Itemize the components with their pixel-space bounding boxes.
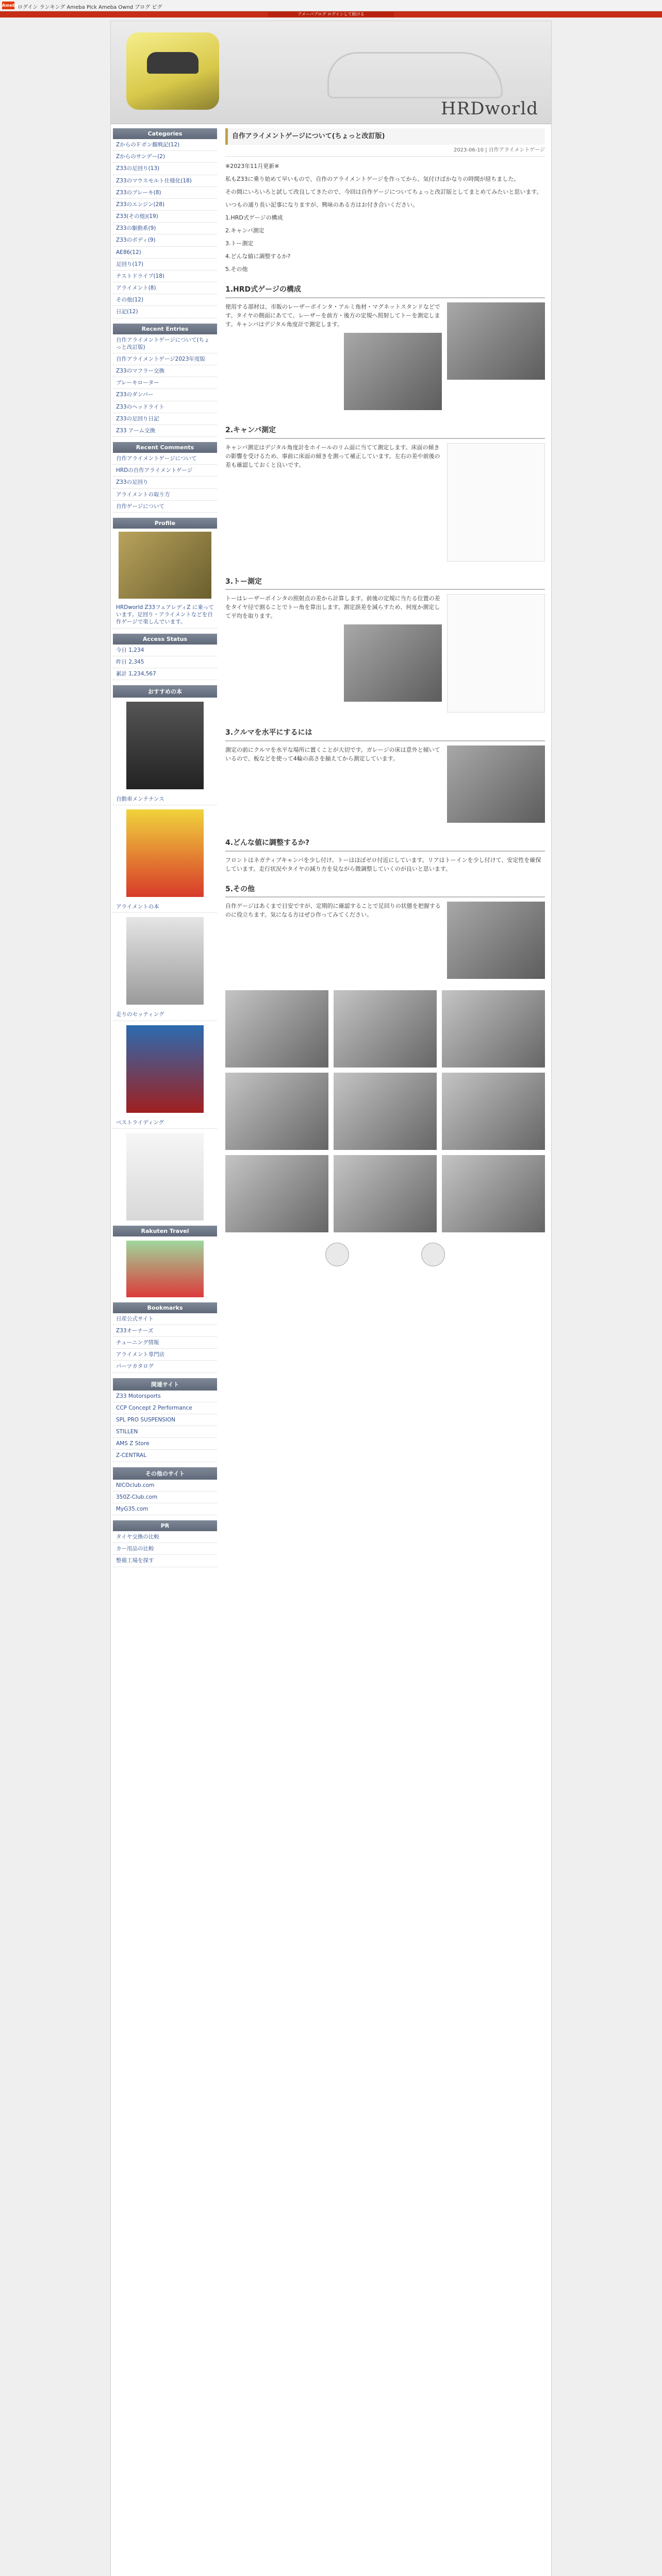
- category-item[interactable]: Z33(その他)(19): [113, 211, 217, 223]
- gallery-photo[interactable]: [442, 990, 545, 1067]
- comment-item[interactable]: 自作ゲージについて: [113, 501, 217, 513]
- link-item[interactable]: SPL PRO SUSPENSION: [113, 1414, 217, 1426]
- book-title[interactable]: ベストライディング: [113, 1117, 217, 1129]
- book-title[interactable]: 走りのセッティング: [113, 1009, 217, 1021]
- pr-item[interactable]: タイヤ交換の比較: [113, 1531, 217, 1543]
- toc-item[interactable]: 1.HRD式ゲージの構成: [225, 214, 283, 221]
- camber-diagram: [447, 443, 545, 562]
- recommend-box: [113, 685, 217, 1221]
- profile-image: [119, 532, 211, 599]
- top-bar: [0, 0, 662, 11]
- section-text: フロントはネガティブキャンバを少し付け、トーはほぼゼロ付近にしています。リアはトーインを少し付けて、安定性を確保しています。走行状況やタイヤの減り方を見ながら微調整していくのが良いと思います。: [225, 856, 541, 872]
- page-container: [110, 21, 552, 2576]
- section-title: 4.どんな値に調整するか?: [225, 836, 545, 852]
- link-item[interactable]: Z33 Motorsports: [113, 1391, 217, 1402]
- community-title: Recent Comments: [113, 442, 217, 453]
- profile-text: HRDworld Z33フェアレディZ に乗っています。足回り・アライメントなどを自作ゲージで楽しんでいます。: [113, 602, 217, 629]
- profile-title: Profile: [113, 518, 217, 529]
- recent-item[interactable]: 自作アライメントゲージについて(ちょっと改訂版): [113, 334, 217, 353]
- pr-title: PR: [113, 1520, 217, 1531]
- recent-item[interactable]: Z33のマフラー交換: [113, 365, 217, 377]
- gallery-photo[interactable]: [442, 1073, 545, 1150]
- category-item[interactable]: Z33のマウスモルト仕様化(18): [113, 175, 217, 187]
- recent-item[interactable]: Z33の足回り日記: [113, 413, 217, 425]
- next-button[interactable]: [421, 1243, 445, 1266]
- section-title: 2.キャンバ測定: [225, 423, 545, 439]
- section-text: 測定の前にクルマを水平な場所に置くことが大切です。ガレージの床は意外と傾いているので、板などを使って4輪の高さを揃えてから測定しています。: [225, 746, 440, 762]
- section-title: 1.HRD式ゲージの構成: [225, 283, 545, 298]
- gallery-photo[interactable]: [334, 1073, 437, 1150]
- section-text: 自作ゲージはあくまで目安ですが、定期的に確認することで足回りの状態を把握するのに役立ちます。気になる方はぜひ作ってみてください。: [225, 903, 441, 919]
- post-paragraph: その間にいろいろと試して改良してきたので、今回は自作ゲージについてちょっと改訂版としてまとめてみたいと思います。: [225, 188, 542, 195]
- bookmark-item[interactable]: パーツカタログ: [113, 1361, 217, 1372]
- community-box: [113, 442, 217, 513]
- gauge-photo: [344, 333, 442, 410]
- book-title[interactable]: アライメントの本: [113, 901, 217, 913]
- section-text: トーはレーザーポインタの照射点の差から計算します。前後の定規に当たる位置の差をタイヤ径で割ることでトー角を算出します。測定誤差を減らすため、何度か測定して平均を取ります。: [225, 595, 440, 620]
- section-text: キャンバ測定はデジタル角度計をホイールのリム面に当てて測定します。床面の傾きの影響を受けるため、事前に床面の傾きを測って補正しています。左右の差や前後の差も確認しておくと良いです。: [225, 444, 440, 468]
- pr-item[interactable]: 整備工場を探す: [113, 1555, 217, 1567]
- toc-item[interactable]: 3.トー測定: [225, 240, 254, 247]
- gallery-photo[interactable]: [225, 1155, 328, 1232]
- category-item[interactable]: Z33の足回り(13): [113, 163, 217, 175]
- toc-item[interactable]: 2.キャンバ測定: [225, 227, 264, 234]
- access-title: Access Status: [113, 634, 217, 645]
- notice-link[interactable]: アメーバブログ ログインして続ける: [268, 12, 394, 17]
- recommend-title: おすすめの本: [113, 685, 217, 698]
- level-photo: [447, 745, 545, 823]
- category-item[interactable]: 日記(12): [113, 306, 217, 318]
- section-title: 5.その他: [225, 883, 545, 898]
- link-item[interactable]: Z-CENTRAL: [113, 1450, 217, 1462]
- link-item[interactable]: AMS Z Store: [113, 1438, 217, 1450]
- bookmark-item[interactable]: アライメント専門店: [113, 1349, 217, 1361]
- category-item[interactable]: Z33のボディ(9): [113, 234, 217, 246]
- comment-item[interactable]: アライメントの取り方: [113, 489, 217, 501]
- category-item[interactable]: AE86(12): [113, 247, 217, 259]
- toe-diagram: [447, 594, 545, 713]
- access-row: 昨日 2,345: [113, 656, 217, 668]
- access-box: [113, 634, 217, 681]
- bookmark-item[interactable]: Z33オーナーズ: [113, 1325, 217, 1337]
- link-item[interactable]: CCP Concept 2 Performance: [113, 1402, 217, 1414]
- blog-header: [111, 21, 551, 124]
- bookmarks-title: Bookmarks: [113, 1302, 217, 1313]
- recent-item[interactable]: 自作アライメントゲージ2023年度版: [113, 353, 217, 365]
- section-title: 3.トー測定: [225, 575, 545, 590]
- recent-item[interactable]: ブレーキローター: [113, 377, 217, 389]
- category-item[interactable]: ZからのＦポン観戦記(12): [113, 139, 217, 151]
- other-photo: [447, 902, 545, 979]
- pr-box: [113, 1520, 217, 1567]
- links-box: [113, 1378, 217, 1462]
- gauge-photo: [447, 302, 545, 380]
- recent-item[interactable]: Z33のダンパー: [113, 389, 217, 401]
- categories-box: [113, 128, 217, 318]
- category-item[interactable]: アライメント(8): [113, 282, 217, 294]
- links-title: 関連サイト: [113, 1378, 217, 1391]
- category-item[interactable]: Z33のブレーキ(8): [113, 187, 217, 199]
- access-row: 累計 1,234,567: [113, 668, 217, 680]
- rakuten-title: Rakuten Travel: [113, 1226, 217, 1236]
- category-item[interactable]: テストドライブ(18): [113, 270, 217, 282]
- category-item[interactable]: その他(12): [113, 294, 217, 306]
- category-item[interactable]: Zからのサンデー(2): [113, 151, 217, 163]
- prev-button[interactable]: [325, 1243, 349, 1266]
- rakuten-box: [113, 1226, 217, 1297]
- section-text: 使用する部材は、市販のレーザーポインタ・アルミ角材・マグネットスタンドなどです。タイヤの側面にあてて、レーザーを前方・後方の定規へ照射してトーを測定します。キャンバはデジタル角度計で測定します。: [225, 303, 440, 328]
- category-item[interactable]: 足回り(17): [113, 259, 217, 270]
- toc-item[interactable]: 5.その他: [225, 266, 248, 273]
- book-image[interactable]: [126, 1133, 204, 1221]
- rakuten-banner[interactable]: [126, 1241, 204, 1297]
- book-image[interactable]: [126, 917, 204, 1005]
- book-image[interactable]: [126, 702, 204, 789]
- post-title[interactable]: 自作アライメントゲージについて(ちょっと改訂版): [225, 128, 545, 145]
- gallery-photo[interactable]: [334, 990, 437, 1067]
- category-item[interactable]: Z33の駆動系(9): [113, 223, 217, 234]
- post-meta: 2023-06-10 | 自作アライメントゲージ: [225, 145, 545, 157]
- bookmarks-box: [113, 1302, 217, 1373]
- top-links[interactable]: ログイン ランキング Ameba Pick Ameba Ownd ブログ ピグ: [18, 5, 162, 10]
- book-title[interactable]: 自動車メンテナンス: [113, 793, 217, 805]
- pr-item[interactable]: カー用品の比較: [113, 1543, 217, 1555]
- site-logo[interactable]: Ameba: [2, 2, 14, 9]
- post-intro: ※2023年11月更新※: [225, 162, 279, 170]
- profile-box: [113, 518, 217, 629]
- other-site-item[interactable]: MyG35.com: [113, 1503, 217, 1515]
- recent-item[interactable]: Z33 アーム交換: [113, 425, 217, 437]
- others-title: その他のサイト: [113, 1467, 217, 1480]
- book-image[interactable]: [126, 809, 204, 897]
- post-paragraph: 私もZ33に乗り始めて早いもので、自作のアライメントゲージを作ってから、気付けばかなりの時間が経ちました。: [225, 175, 520, 182]
- bookmark-item[interactable]: チューニング情報: [113, 1337, 217, 1349]
- post-content: [225, 128, 545, 1266]
- recent-item[interactable]: Z33のヘッドライト: [113, 401, 217, 413]
- category-item[interactable]: Z33のエンジン(28): [113, 199, 217, 211]
- access-row: 今日 1,234: [113, 645, 217, 656]
- toc-item[interactable]: 4.どんな値に調整するか?: [225, 252, 291, 260]
- sidebar: [111, 128, 219, 1572]
- gallery-photo[interactable]: [442, 1155, 545, 1232]
- other-site-item[interactable]: NICOclub.com: [113, 1480, 217, 1492]
- header-car-image: [126, 32, 219, 110]
- header-car-outline: [327, 52, 503, 98]
- gallery-photo[interactable]: [225, 990, 328, 1067]
- gallery-photo[interactable]: [334, 1155, 437, 1232]
- pager: [225, 1243, 545, 1266]
- comment-item[interactable]: HRDの自作アライメントゲージ: [113, 465, 217, 477]
- comment-item[interactable]: Z33の足回り: [113, 477, 217, 488]
- section-title: 3.クルマを水平にするには: [225, 726, 545, 741]
- recent-title: Recent Entries: [113, 324, 217, 334]
- blog-title[interactable]: HRDworld: [441, 98, 538, 119]
- other-site-item[interactable]: 350Z-Club.com: [113, 1492, 217, 1503]
- others-box: [113, 1467, 217, 1516]
- comment-item[interactable]: 自作アライメントゲージについて: [113, 453, 217, 465]
- toe-photo: [344, 624, 442, 702]
- recent-box: [113, 324, 217, 437]
- link-item[interactable]: STILLEN: [113, 1426, 217, 1438]
- bookmark-item[interactable]: 日産公式サイト: [113, 1313, 217, 1325]
- categories-title: Categories: [113, 128, 217, 139]
- post-paragraph: いつもの通り長い記事になりますが、興味のある方はお付き合いください。: [225, 201, 418, 208]
- gallery-photo[interactable]: [225, 1073, 328, 1150]
- photo-gallery: [225, 990, 545, 1232]
- book-image[interactable]: [126, 1025, 204, 1113]
